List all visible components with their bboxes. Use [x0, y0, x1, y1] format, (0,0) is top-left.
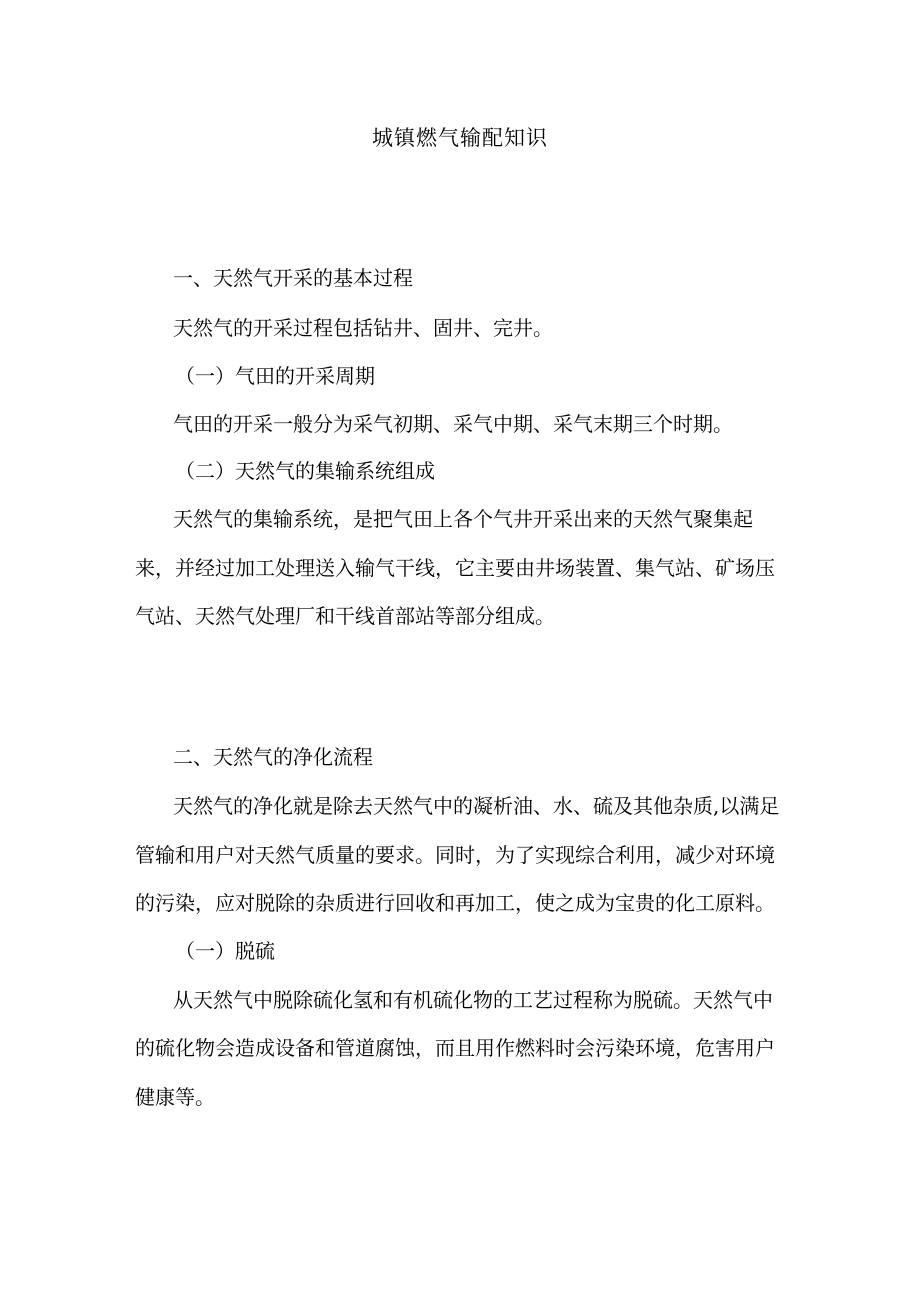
section-2-intro-line: 天然气的净化就是除去天然气中的凝析油、水、硫及其他杂质,以满足	[173, 794, 780, 818]
section-1-intro: 天然气的开采过程包括钻井、固井、完井。	[173, 316, 553, 340]
section-2-heading: 二、天然气的净化流程	[173, 745, 373, 769]
section-1-sub-1-text: 气田的开采一般分为采气初期、采气中期、采气末期三个时期。	[173, 412, 733, 436]
section-1-sub-2-paragraph-line: 天然气的集输系统，是把气田上各个气井开采出来的天然气聚集起	[173, 507, 753, 531]
section-2-intro-line: 的污染，应对脱除的杂质进行回收和再加工，使之成为宝贵的化工原料。	[135, 891, 775, 915]
section-2-sub-1-paragraph-line: 从天然气中脱除硫化氢和有机硫化物的工艺过程称为脱硫。天然气中	[173, 988, 773, 1012]
section-1-sub-2-paragraph-line: 来，并经过加工处理送入输气干线，它主要由井场装置、集气站、矿场压	[135, 556, 775, 580]
section-1-heading: 一、天然气开采的基本过程	[173, 266, 413, 290]
section-2-sub-1-paragraph-line: 的硫化物会造成设备和管道腐蚀，而且用作燃料时会污染环境，危害用户	[135, 1036, 775, 1060]
section-2-intro-line: 管输和用户对天然气质量的要求。同时，为了实现综合利用，减少对环境	[135, 843, 775, 867]
section-2-sub-1-paragraph-line: 健康等。	[135, 1085, 215, 1109]
section-1-sub-1-heading: （一）气田的开采周期	[175, 364, 375, 388]
document-title: 城镇燃气输配知识	[372, 126, 548, 150]
section-2-sub-1-heading: （一）脱硫	[175, 939, 275, 963]
section-1-sub-2-heading: （二）天然气的集输系统组成	[175, 459, 435, 483]
section-1-sub-2-paragraph-line: 气站、天然气处理厂和干线首部站等部分组成。	[135, 604, 555, 628]
